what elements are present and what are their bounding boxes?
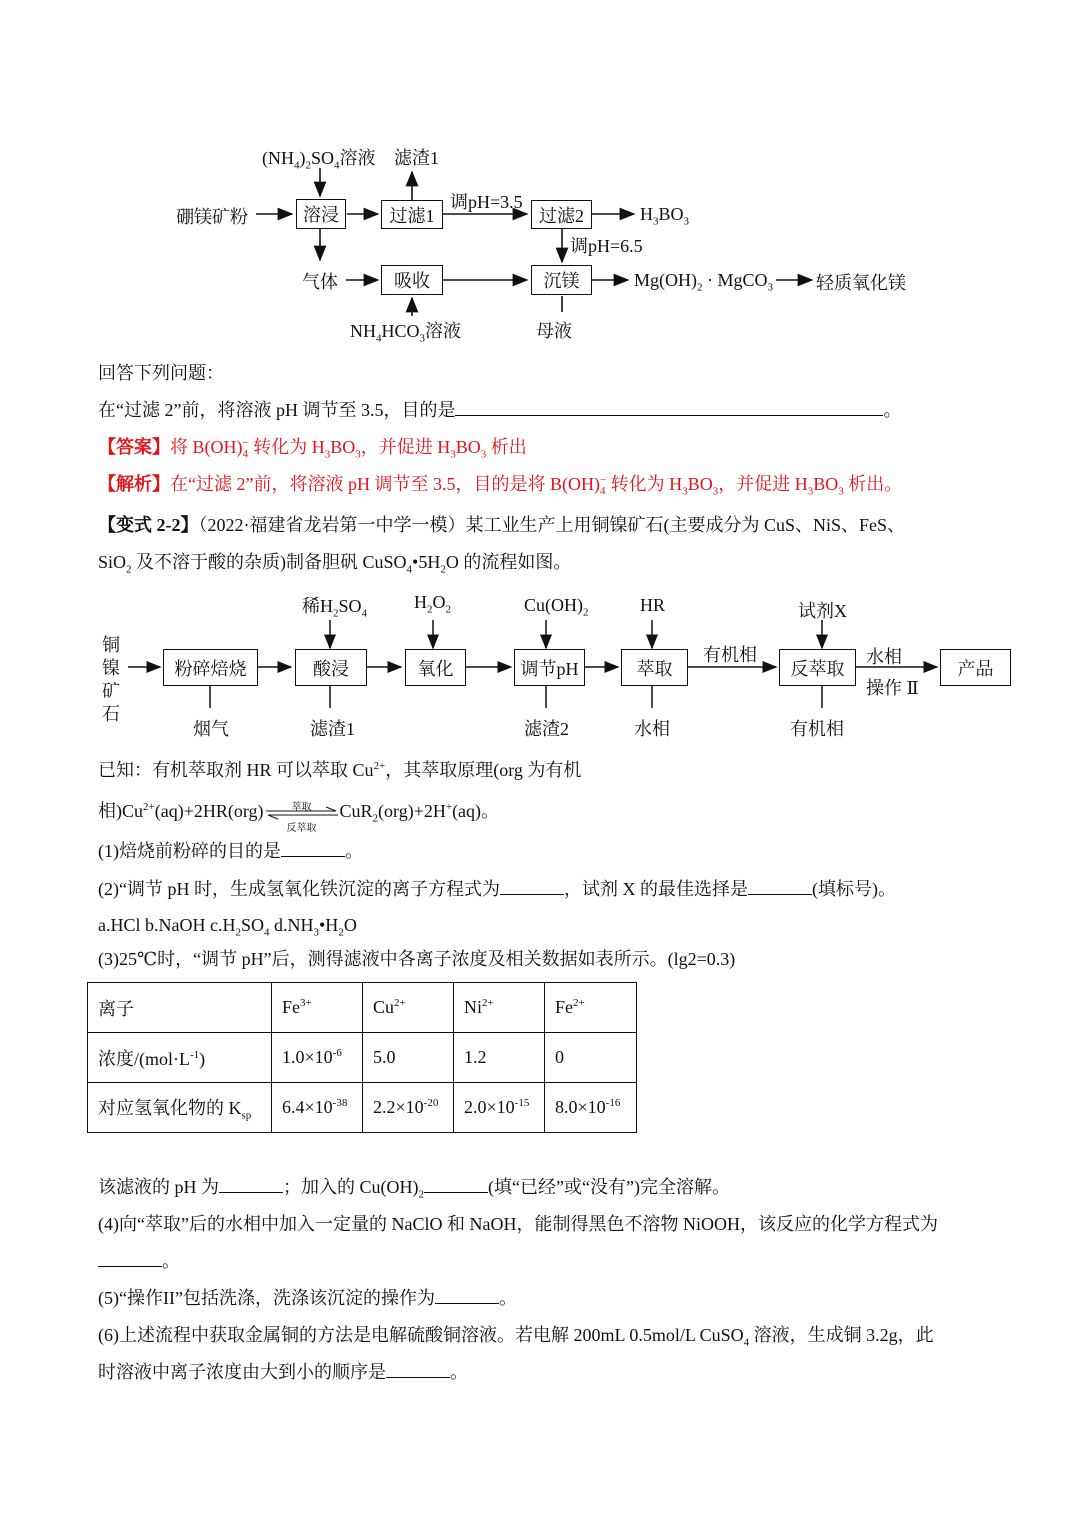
table-cell-label-ksp: 对应氢氧化物的 $K_{sp}$ <box>88 1083 272 1133</box>
table-cell: 5.0 <box>363 1033 454 1083</box>
flow2-operation-2: 操作 Ⅱ <box>866 678 919 698</box>
flow2-box-product: 产品 <box>940 649 1011 686</box>
table-header-fe3: $Fe^{3+}$ <box>272 983 363 1033</box>
flow2-box-acid-leach: 酸浸 <box>295 649 367 686</box>
table-row <box>88 1083 637 1133</box>
flow2-organic-phase: 有机相 <box>703 645 757 665</box>
answer-line: 【答案】将 B(OH) − 4 转化为 $H_3BO_3$，并促进 $H_3BO_3$ 析出 <box>98 436 527 461</box>
question-1: (1)焙烧前粉碎的目的是 。 <box>98 838 363 864</box>
ion-data-table <box>87 982 637 1133</box>
answer-blank-3a <box>219 1174 283 1193</box>
flow2-ore-label: 铜 镍 矿 石 <box>102 635 120 724</box>
flow2-box-back-extract: 反萃取 <box>779 649 856 686</box>
flow2-cu-hydroxide: $Cu(OH)_2$ <box>524 595 589 619</box>
table-row <box>88 983 637 1033</box>
variant-heading: 【变式 2-2】（2022·福建省龙岩第一中学一模）某工业生产上用铜镍矿石(主要成分为 CuS、NiS、FeS、 <box>98 515 906 535</box>
known-line-1: 已知：有机萃取剂 HR 可以萃取 $Cu^{2+}$，其萃取原理(org 为有机 <box>98 760 582 780</box>
flow2-reagent-x: 试剂X <box>798 601 847 621</box>
flow2-dilute-sulfuric: 稀$H_2SO_4$ <box>302 596 368 620</box>
answer-blank-1 <box>281 838 345 857</box>
table-header-ni2: $Ni^{2+}$ <box>454 983 545 1033</box>
flow2-box-crush-roast: 粉碎焙烧 <box>163 649 258 686</box>
answer-blank-4 <box>98 1248 162 1267</box>
answer-blank-2b <box>748 876 812 895</box>
table-cell: $2.0\times 10^{-15}$ <box>454 1083 545 1133</box>
answer-blank-6 <box>386 1359 450 1378</box>
table-header-fe2: $Fe^{2+}$ <box>545 983 637 1033</box>
table-cell: $2.2\times 10^{-20}$ <box>363 1083 454 1133</box>
table-header-ion: 离子 <box>88 983 272 1033</box>
question-5: (5)“操作II”包括洗涤，洗涤该沉淀的操作为 。 <box>98 1285 517 1311</box>
known-line-2: 相)$Cu^{2+}(aq)+2HR(org)$ 萃取 反萃取 CuR$_2$(org)+2H+(aq)。 <box>98 801 500 834</box>
table-cell: $1.0\times 10^{-6}$ <box>272 1033 363 1083</box>
answer-blank-2a <box>500 876 564 895</box>
question-6: (6)上述流程中获取金属铜的方法是电解硫酸铜溶液。若电解 200mL 0.5mol/L CuSO$_4$ 溶液，生成铜 3.2g，此 <box>98 1325 934 1349</box>
table-cell: $8.0\times 10^{-16}$ <box>545 1083 637 1133</box>
flow2-residue2: 滤渣2 <box>524 719 569 739</box>
flow2-water-phase: 水相 <box>634 719 670 739</box>
flow1-box-filter2: 过滤2 <box>531 200 592 229</box>
flow1-mother-liquor: 母液 <box>536 321 572 341</box>
question-3: (3)25℃时，“调节 pH”后，测得滤液中各离子浓度及相关数据如表所示。(lg2=0.3) <box>98 949 736 969</box>
table-row <box>88 1033 637 1083</box>
question-ph-purpose: 在“过滤 2”前，将溶液 pH 调节至 3.5，目的是 。 <box>98 397 901 423</box>
answer-blank-3b <box>424 1174 488 1193</box>
table-cell: 1.2 <box>454 1033 545 1083</box>
intro-line: 回答下列问题： <box>98 363 224 383</box>
flow2-residue1: 滤渣1 <box>310 719 355 739</box>
question-3-followup: 该滤液的 pH 为 ；加入的 $Cu(OH)_2$ (填“已经”或“没有”)完全溶解。 <box>98 1174 730 1208</box>
flow2-box-oxidize: 氧化 <box>405 649 466 686</box>
flow1-residue1: 滤渣1 <box>394 148 439 168</box>
flow1-box-dissolve: 溶浸 <box>296 199 346 229</box>
flow1-reagent-ammonium-bicarbonate: $NH_4HCO_3$溶液 <box>350 321 462 345</box>
flow2-h2o2: $H_2O_2$ <box>414 592 451 616</box>
table-cell: 0 <box>545 1033 637 1083</box>
question-2: (2)“调节 pH 时，生成氢氧化铁沉淀的离子方程式为 ，试剂 X 的最佳选择是 (填标号)。 <box>98 876 896 902</box>
question-4: (4)向“萃取”后的水相中加入一定量的 NaClO 和 NaOH，能制得黑色不溶物 NiOOH，该反应的化学方程式为 <box>98 1214 938 1234</box>
flow1-reagent-ammonium-sulfate: $(NH_4)_2SO_4$溶液 <box>262 148 376 172</box>
flow1-basic-mg-carbonate: $Mg(OH)_2$ · MgCO$_3$ <box>634 270 774 294</box>
table-cell-label-concentration: 浓度$/(mol\cdot L^{-1})$ <box>88 1033 272 1083</box>
flow1-gas: 气体 <box>302 272 338 292</box>
answer-blank <box>455 397 883 416</box>
flow1-box-absorb: 吸收 <box>381 265 443 295</box>
flow2-box-adjust-ph: 调节pH <box>514 649 585 686</box>
answer-blank-5 <box>435 1285 499 1304</box>
equilibrium-arrow: 萃取 反萃取 <box>264 800 340 826</box>
flow1-box-filter1: 过滤1 <box>381 200 443 229</box>
flow1-box-precipitate-mg: 沉镁 <box>531 265 592 295</box>
flow2-organic-phase-2: 有机相 <box>790 719 844 739</box>
table-header-cu2: $Cu^{2+}$ <box>363 983 454 1033</box>
flow1-ph-3-5: 调pH=3.5 <box>450 192 523 212</box>
flow1-start: 硼镁矿粉 <box>176 207 248 227</box>
question-2-options: a.HCl b.NaOH $c.H_2SO_4$ $d.NH_3•H_2O$ <box>98 915 357 939</box>
table-cell: $6.4\times 10^{-38}$ <box>272 1083 363 1133</box>
analysis-line: 【解析】在“过滤 2”前，将溶液 pH 调节至 3.5，目的是将 B(OH) − 4 转化为 $H_3BO_3$，并促进 $H_3BO_3$ 析出。 <box>98 473 903 498</box>
flow2-box-extract: 萃取 <box>621 649 688 686</box>
question-6-cont: 时溶液中离子浓度由大到小的顺序是 。 <box>98 1359 468 1385</box>
flow1-product-boric-acid: $H_3BO_3$ <box>640 204 690 228</box>
flow2-hr: HR <box>640 595 666 615</box>
flow1-ph-6-5: 调pH=6.5 <box>570 236 643 256</box>
flow2-smoke: 烟气 <box>193 719 229 739</box>
question-4-blank-line: 。 <box>98 1248 180 1274</box>
flow2-water-phase-2: 水相 <box>866 647 902 667</box>
variant-heading-cont: SiO$_2$ 及不溶于酸的杂质)制备胆矾 $CuSO_4•5H_2O$ 的流程如图。 <box>98 552 572 576</box>
flow1-final-product: 轻质氧化镁 <box>816 273 906 293</box>
